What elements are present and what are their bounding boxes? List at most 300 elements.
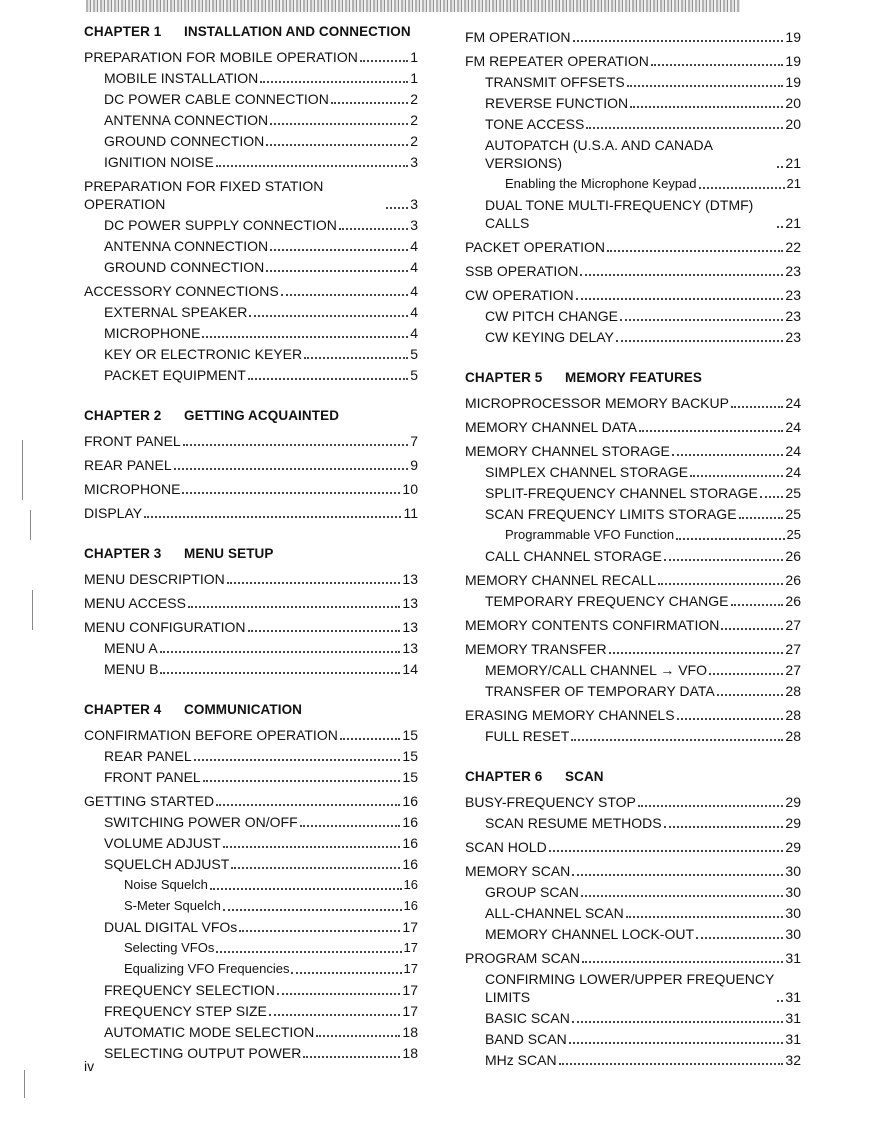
- toc-page-number: 30: [785, 863, 801, 879]
- toc-entry-accessory-connections[interactable]: [84, 276, 418, 300]
- toc-entry-cw-operation[interactable]: [465, 280, 801, 304]
- toc-entry-temporary-frequency-change[interactable]: [465, 589, 801, 610]
- toc-entry-external-speaker[interactable]: [84, 300, 418, 321]
- toc-page-number: 23: [785, 329, 801, 345]
- toc-entry-rear-panel[interactable]: [84, 744, 418, 765]
- dot-leader: [269, 1014, 401, 1016]
- dot-leader: [607, 250, 783, 252]
- toc-page-number: 17: [402, 919, 418, 935]
- dot-leader: [277, 993, 401, 995]
- toc-entry-title: S-Meter Squelch: [124, 898, 221, 913]
- toc-page-number: 19: [785, 29, 801, 45]
- dot-leader: [638, 805, 784, 807]
- dot-leader: [639, 430, 784, 432]
- toc-chapter-section: [84, 522, 418, 678]
- toc-entry-title: SQUELCH ADJUST: [104, 856, 230, 872]
- toc-right-column: [465, 22, 801, 1069]
- toc-page-number: 16: [402, 835, 418, 851]
- toc-entry-basic-scan[interactable]: [465, 1006, 801, 1027]
- toc-entry-title: SCAN RESUME METHODS: [485, 815, 662, 831]
- toc-entry-title: Equalizing VFO Frequencies: [124, 961, 290, 976]
- toc-page-number: 28: [785, 728, 801, 744]
- toc-page-number: 16: [402, 856, 418, 872]
- dot-leader: [664, 826, 784, 828]
- toc-page-number: 29: [785, 815, 801, 831]
- dot-leader: [627, 85, 784, 87]
- toc-page-number: 30: [785, 905, 801, 921]
- toc-page-number: 32: [785, 1052, 801, 1068]
- toc-page-number: 11: [403, 505, 418, 521]
- toc-page-number: 7: [410, 433, 418, 449]
- toc-page-number: 25: [785, 485, 801, 501]
- dot-leader: [731, 406, 783, 408]
- toc-entry-call-channel-storage[interactable]: [465, 544, 801, 565]
- toc-page-number: 30: [785, 884, 801, 900]
- toc-page-number: 1: [410, 49, 418, 65]
- toc-entry-front-panel[interactable]: [84, 765, 418, 786]
- toc-entry-band-scan[interactable]: [465, 1027, 801, 1048]
- dot-leader: [266, 270, 408, 272]
- top-scan-band: [86, 0, 740, 12]
- dot-leader: [696, 937, 783, 939]
- toc-entry-title: TRANSFER OF TEMPORARY DATA: [485, 683, 715, 699]
- toc-entry-title: ERASING MEMORY CHANNELS: [465, 707, 675, 723]
- toc-entry-enabling-the-microphone-keypad[interactable]: [465, 172, 801, 193]
- chapter-spacer: [84, 678, 418, 700]
- toc-entry-cw-pitch-change[interactable]: [465, 304, 801, 325]
- toc-entry-dc-power-cable-connection[interactable]: [84, 87, 418, 108]
- chapter-number: CHAPTER 2: [84, 408, 162, 423]
- chapter-spacer: [84, 522, 418, 544]
- toc-entry-memory-channel-storage[interactable]: [465, 436, 801, 460]
- toc-page-number: 24: [785, 395, 801, 411]
- toc-entry-ssb-operation[interactable]: [465, 256, 801, 280]
- dot-leader: [581, 895, 784, 897]
- toc-entry-title: FREQUENCY STEP SIZE: [104, 1003, 267, 1019]
- toc-page-number: 13: [402, 595, 418, 611]
- toc-entry-title: DC POWER SUPPLY CONNECTION: [104, 217, 337, 233]
- toc-page-number: 23: [785, 263, 801, 279]
- toc-entry-microphone[interactable]: [84, 474, 418, 498]
- toc-page-number: 9: [410, 457, 418, 473]
- toc-page-number: 21: [785, 155, 801, 171]
- toc-entry-title: MEMORY/CALL CHANNEL → VFO: [485, 662, 707, 678]
- toc-entry-display[interactable]: [84, 498, 418, 522]
- dot-leader: [331, 102, 408, 104]
- toc-entry-s-meter-squelch[interactable]: [84, 894, 418, 915]
- dot-leader: [216, 165, 409, 167]
- toc-page-number: 23: [785, 287, 801, 303]
- dot-leader: [672, 454, 784, 456]
- dot-leader: [249, 315, 408, 317]
- toc-entry-dual-digital-vfos[interactable]: [84, 915, 418, 936]
- toc-entry-title: TRANSMIT OFFSETS: [485, 74, 625, 90]
- toc-entry-title: Selecting VFOs: [124, 940, 215, 955]
- toc-page-number: 27: [785, 641, 801, 657]
- toc-entry-programmable-vfo-function[interactable]: [465, 523, 801, 544]
- chapter-number: CHAPTER 6: [465, 769, 543, 784]
- toc-entry-title: MENU ACCESS: [84, 595, 186, 611]
- chapter-heading: [465, 368, 801, 388]
- toc-page-number: 31: [785, 950, 801, 966]
- toc-page-number: 3: [410, 217, 418, 233]
- toc-entry-title: MOBILE INSTALLATION: [104, 70, 259, 86]
- toc-page-number: 19: [785, 74, 801, 90]
- toc-page-number: 17: [403, 961, 418, 976]
- chapter-spacer: [84, 384, 418, 406]
- toc-entry-title: CW PITCH CHANGE: [485, 308, 618, 324]
- margin-scan-marks: [0, 0, 60, 1122]
- chapter-heading: [84, 406, 418, 426]
- toc-entry-menu-description[interactable]: [84, 564, 418, 588]
- dot-leader: [216, 804, 400, 806]
- toc-page-number: 13: [402, 571, 418, 587]
- toc-chapter-section: [465, 22, 801, 346]
- toc-entry-reverse-function[interactable]: [465, 91, 801, 112]
- toc-entry-volume-adjust[interactable]: [84, 831, 418, 852]
- chapter-heading: [84, 22, 418, 42]
- toc-entry-title: AUTOMATIC MODE SELECTION: [104, 1024, 315, 1040]
- dot-leader: [339, 228, 408, 230]
- toc-page-number: 16: [402, 793, 418, 809]
- chapter-title: MENU SETUP: [184, 546, 274, 561]
- toc-entry-simplex-channel-storage[interactable]: [465, 460, 801, 481]
- chapter-number: CHAPTER 4: [84, 702, 162, 717]
- toc-entry-frequency-step-size[interactable]: [84, 999, 418, 1020]
- toc-entry-scan-resume-methods[interactable]: [465, 811, 801, 832]
- toc-entry-microprocessor-memory-backup[interactable]: [465, 388, 801, 412]
- toc-entry-key-or-electronic-keyer[interactable]: [84, 342, 418, 363]
- toc-entry-selecting-output-power[interactable]: [84, 1041, 418, 1062]
- toc-entry-preparation-for-mobile-operation[interactable]: [84, 42, 418, 66]
- dot-leader: [609, 652, 784, 654]
- toc-page-number: 25: [786, 527, 801, 542]
- dot-leader: [658, 583, 783, 585]
- toc-entry-packet-operation[interactable]: [465, 232, 801, 256]
- chapter-title: MEMORY FEATURES: [565, 370, 703, 385]
- toc-entry-fm-operation[interactable]: [465, 22, 801, 46]
- toc-page-number: 2: [410, 133, 418, 149]
- toc-page-number: 4: [410, 259, 418, 275]
- dot-leader: [281, 294, 408, 296]
- toc-entry-confirming-lower-upper-frequency-limits[interactable]: [465, 967, 801, 1006]
- toc-entry-title: ALL-CHANNEL SCAN: [485, 905, 624, 921]
- toc-page-number: 13: [402, 640, 418, 656]
- toc-entry-title: MEMORY CONTENTS CONFIRMATION: [465, 617, 720, 633]
- dot-leader: [709, 673, 783, 675]
- toc-page-number: 20: [785, 95, 801, 111]
- toc-chapter-section: [465, 745, 801, 1069]
- toc-entry-frequency-selection[interactable]: [84, 978, 418, 999]
- toc-entry-title: CONFIRMATION BEFORE OPERATION: [84, 727, 338, 743]
- toc-entry-packet-equipment[interactable]: [84, 363, 418, 384]
- toc-entry-title: MENU A: [104, 640, 158, 656]
- toc-entry-title: SIMPLEX CHANNEL STORAGE: [485, 464, 689, 480]
- dot-leader: [651, 64, 784, 66]
- chapter-number: CHAPTER 5: [465, 370, 543, 385]
- dot-leader: [223, 909, 402, 911]
- toc-entry-memory-contents-confirmation[interactable]: [465, 610, 801, 634]
- toc-entry-title: PACKET OPERATION: [465, 239, 606, 255]
- toc-entry-noise-squelch[interactable]: [84, 873, 418, 894]
- toc-entry-equalizing-vfo-frequencies[interactable]: [84, 957, 418, 978]
- dot-leader: [182, 492, 400, 494]
- toc-entry-ground-connection[interactable]: [84, 255, 418, 276]
- dot-leader: [731, 604, 784, 606]
- toc-entry-title: MEMORY CHANNEL DATA: [465, 419, 637, 435]
- toc-page-number: 5: [410, 346, 418, 362]
- chapter-title: COMMUNICATION: [184, 702, 303, 717]
- toc-entry-title: FULL RESET: [485, 728, 570, 744]
- dot-leader: [203, 780, 401, 782]
- chapter-heading: [465, 767, 801, 787]
- toc-page-number: 25: [785, 506, 801, 522]
- dot-leader: [248, 630, 401, 632]
- toc-entry-antenna-connection[interactable]: [84, 234, 418, 255]
- toc-page-number: 26: [785, 593, 801, 609]
- toc-entry-getting-started[interactable]: [84, 786, 418, 810]
- toc-page-number: 28: [785, 683, 801, 699]
- dot-leader: [260, 81, 408, 83]
- dot-leader: [304, 357, 408, 359]
- toc-page-number: 17: [402, 982, 418, 998]
- toc-entry-front-panel[interactable]: [84, 426, 418, 450]
- toc-page-number: 13: [402, 619, 418, 635]
- toc-entry-title: SWITCHING POWER ON/OFF: [104, 814, 298, 830]
- toc-entry-memory-transfer[interactable]: [465, 634, 801, 658]
- toc-entry-title: DISPLAY: [84, 505, 143, 521]
- toc-page-number: 20: [785, 116, 801, 132]
- toc-entry-squelch-adjust[interactable]: [84, 852, 418, 873]
- dot-leader: [270, 123, 408, 125]
- dot-leader: [760, 496, 784, 498]
- toc-entry-title: Programmable VFO Function: [505, 527, 675, 542]
- toc-entry-mhz-scan[interactable]: [465, 1048, 801, 1069]
- chapter-title: INSTALLATION AND CONNECTION: [184, 24, 411, 39]
- chapter-spacer: [465, 745, 801, 767]
- dot-leader: [676, 538, 784, 540]
- toc-entry-cw-keying-delay[interactable]: [465, 325, 801, 346]
- toc-entry-title: MENU DESCRIPTION: [84, 571, 225, 587]
- toc-entry-title: MEMORY TRANSFER: [465, 641, 607, 657]
- toc-page-number: 4: [410, 304, 418, 320]
- toc-page-number: 31: [785, 1031, 801, 1047]
- dot-leader: [316, 1035, 400, 1037]
- toc-entry-title: REAR PANEL: [104, 748, 192, 764]
- toc-page-number: 16: [403, 877, 418, 892]
- dot-leader: [300, 825, 401, 827]
- dot-leader: [303, 1056, 400, 1058]
- toc-entry-title: MENU B: [104, 661, 159, 677]
- toc-page-number: 24: [785, 464, 801, 480]
- toc-entry-group-scan[interactable]: [465, 880, 801, 901]
- toc-entry-selecting-vfos[interactable]: [84, 936, 418, 957]
- chapter-spacer: [465, 346, 801, 368]
- dot-leader: [721, 628, 783, 630]
- dot-leader: [580, 274, 783, 276]
- toc-entry-menu-a[interactable]: [84, 636, 418, 657]
- toc-entry-menu-configuration[interactable]: [84, 612, 418, 636]
- toc-entry-title: CONFIRMING LOWER/UPPER FREQUENCY LIMITS: [485, 971, 775, 1005]
- toc-page-number: 22: [785, 239, 801, 255]
- dot-leader: [739, 517, 784, 519]
- toc-entry-autopatch-u-s-a-and-canada-versions[interactable]: [465, 133, 801, 172]
- dot-leader: [360, 60, 408, 62]
- dot-leader: [549, 850, 784, 852]
- toc-entry-menu-b[interactable]: [84, 657, 418, 678]
- toc-entry-title: TONE ACCESS: [485, 116, 585, 132]
- toc-entry-memory-scan[interactable]: [465, 856, 801, 880]
- dot-leader: [582, 961, 783, 963]
- toc-page-number: 4: [410, 325, 418, 341]
- dot-leader: [690, 475, 783, 477]
- toc-entry-busy-frequency-stop[interactable]: [465, 787, 801, 811]
- dot-leader: [717, 694, 784, 696]
- toc-entry-split-frequency-channel-storage[interactable]: [465, 481, 801, 502]
- page-number: iv: [84, 1058, 95, 1074]
- toc-entry-dual-tone-multi-frequency-dtmf-calls[interactable]: [465, 193, 801, 232]
- toc-page-number: 17: [403, 940, 418, 955]
- toc-entry-tone-access[interactable]: [465, 112, 801, 133]
- toc-entry-title: REAR PANEL: [84, 457, 172, 473]
- toc-entry-title: SPLIT-FREQUENCY CHANNEL STORAGE: [485, 485, 758, 501]
- toc-entry-title: MEMORY CHANNEL RECALL: [465, 572, 657, 588]
- toc-entry-title: BAND SCAN: [485, 1031, 567, 1047]
- toc-entry-title: GROUP SCAN: [485, 884, 579, 900]
- chapter-heading: [84, 700, 418, 720]
- toc-entry-title: BUSY-FREQUENCY STOP: [465, 794, 636, 810]
- dot-leader: [664, 559, 784, 561]
- toc-page-number: 17: [402, 1003, 418, 1019]
- toc-entry-memory-channel-lock-out[interactable]: [465, 922, 801, 943]
- toc-entry-scan-frequency-limits-storage[interactable]: [465, 502, 801, 523]
- toc-page-number: 26: [785, 572, 801, 588]
- toc-entry-title: AUTOPATCH (U.S.A. AND CANADA VERSIONS): [485, 137, 713, 171]
- toc-entry-automatic-mode-selection[interactable]: [84, 1020, 418, 1041]
- toc-entry-title: DC POWER CABLE CONNECTION: [104, 91, 329, 107]
- toc-entry-rear-panel[interactable]: [84, 450, 418, 474]
- dot-leader: [227, 582, 401, 584]
- toc-entry-switching-power-on-off[interactable]: [84, 810, 418, 831]
- toc-page-number: 2: [410, 91, 418, 107]
- chapter-number: CHAPTER 1: [84, 24, 162, 39]
- toc-entry-memory-channel-data[interactable]: [465, 412, 801, 436]
- toc-entry-title: MICROPROCESSOR MEMORY BACKUP: [465, 395, 729, 411]
- toc-page-number: 26: [785, 548, 801, 564]
- dot-leader: [216, 951, 401, 953]
- dot-leader: [160, 651, 401, 653]
- toc-page-number: 29: [785, 794, 801, 810]
- dot-leader: [559, 1063, 784, 1065]
- toc-page-number: 31: [785, 1010, 801, 1026]
- toc-entry-antenna-connection[interactable]: [84, 108, 418, 129]
- toc-chapter-section: [84, 678, 418, 1062]
- toc-entry-ignition-noise[interactable]: [84, 150, 418, 171]
- toc-page-number: 10: [402, 481, 418, 497]
- dot-leader: [777, 1000, 783, 1002]
- toc-entry-preparation-for-fixed-station-operation[interactable]: [84, 171, 418, 213]
- toc-entry-menu-access[interactable]: [84, 588, 418, 612]
- toc-entry-title: ANTENNA CONNECTION: [104, 112, 269, 128]
- toc-page-number: 3: [410, 154, 418, 170]
- toc-entry-full-reset[interactable]: [465, 724, 801, 745]
- toc-entry-title: MICROPHONE: [84, 481, 181, 497]
- toc-entry-mobile-installation[interactable]: [84, 66, 418, 87]
- toc-entry-ground-connection[interactable]: [84, 129, 418, 150]
- toc-page-number: 18: [402, 1045, 418, 1061]
- toc-page-number: 1: [410, 70, 418, 86]
- dot-leader: [777, 226, 783, 228]
- toc-entry-title: Noise Squelch: [124, 877, 208, 892]
- toc-entry-title: KEY OR ELECTRONIC KEYER: [104, 346, 303, 362]
- toc-entry-title: VOLUME ADJUST: [104, 835, 221, 851]
- dot-leader: [572, 1021, 784, 1023]
- toc-entry-title: DUAL TONE MULTI-FREQUENCY (DTMF) CALLS: [485, 197, 754, 231]
- dot-leader: [677, 718, 784, 720]
- toc-entry-title: CALL CHANNEL STORAGE: [485, 548, 662, 564]
- toc-page-number: 15: [402, 748, 418, 764]
- dot-leader: [160, 672, 400, 674]
- toc-page-number: 24: [785, 419, 801, 435]
- toc-entry-title: MICROPHONE: [104, 325, 201, 341]
- toc-entry-title: PACKET EQUIPMENT: [104, 367, 246, 383]
- toc-entry-title: CW OPERATION: [465, 287, 574, 303]
- dot-leader: [699, 187, 785, 189]
- toc-page-number: 15: [402, 769, 418, 785]
- toc-entry-title: IGNITION NOISE: [104, 154, 214, 170]
- toc-entry-title: ANTENNA CONNECTION: [104, 238, 269, 254]
- dot-leader: [144, 516, 401, 518]
- toc-page-number: 3: [410, 196, 418, 212]
- dot-leader: [202, 336, 408, 338]
- toc-entry-all-channel-scan[interactable]: [465, 901, 801, 922]
- toc-entry-memory-channel-recall[interactable]: [465, 565, 801, 589]
- toc-entry-title: FM REPEATER OPERATION: [465, 53, 649, 69]
- toc-entry-dc-power-supply-connection[interactable]: [84, 213, 418, 234]
- dot-leader: [386, 207, 408, 209]
- toc-entry-title: Enabling the Microphone Keypad: [505, 176, 697, 191]
- toc-entry-title: FRONT PANEL: [104, 769, 201, 785]
- toc-entry-scan-hold[interactable]: [465, 832, 801, 856]
- toc-page-number: 4: [410, 238, 418, 254]
- toc-left-column: [84, 22, 418, 1062]
- toc-entry-microphone[interactable]: [84, 321, 418, 342]
- dot-leader: [239, 930, 400, 932]
- toc-page-number: 14: [402, 661, 418, 677]
- toc-entry-title: FRONT PANEL: [84, 433, 181, 449]
- dot-leader: [586, 127, 783, 129]
- toc-entry-erasing-memory-channels[interactable]: [465, 700, 801, 724]
- dot-leader: [616, 340, 784, 342]
- toc-entry-confirmation-before-operation[interactable]: [84, 720, 418, 744]
- toc-page-number: 19: [785, 53, 801, 69]
- toc-page-number: 23: [785, 308, 801, 324]
- toc-page-number: 27: [785, 617, 801, 633]
- toc-entry-title: MEMORY SCAN: [465, 863, 571, 879]
- toc-entry-transmit-offsets[interactable]: [465, 70, 801, 91]
- toc-chapter-section: [84, 384, 418, 522]
- toc-entry-title: GROUND CONNECTION: [104, 133, 265, 149]
- toc-page-number: 21: [785, 215, 801, 231]
- toc-entry-program-scan[interactable]: [465, 943, 801, 967]
- toc-page-number: 18: [402, 1024, 418, 1040]
- toc-entry-memory-call-channel-vfo[interactable]: [465, 658, 801, 679]
- dot-leader: [270, 249, 408, 251]
- dot-leader: [626, 916, 784, 918]
- toc-entry-transfer-of-temporary-data[interactable]: [465, 679, 801, 700]
- toc-entry-fm-repeater-operation[interactable]: [465, 46, 801, 70]
- dot-leader: [248, 378, 408, 380]
